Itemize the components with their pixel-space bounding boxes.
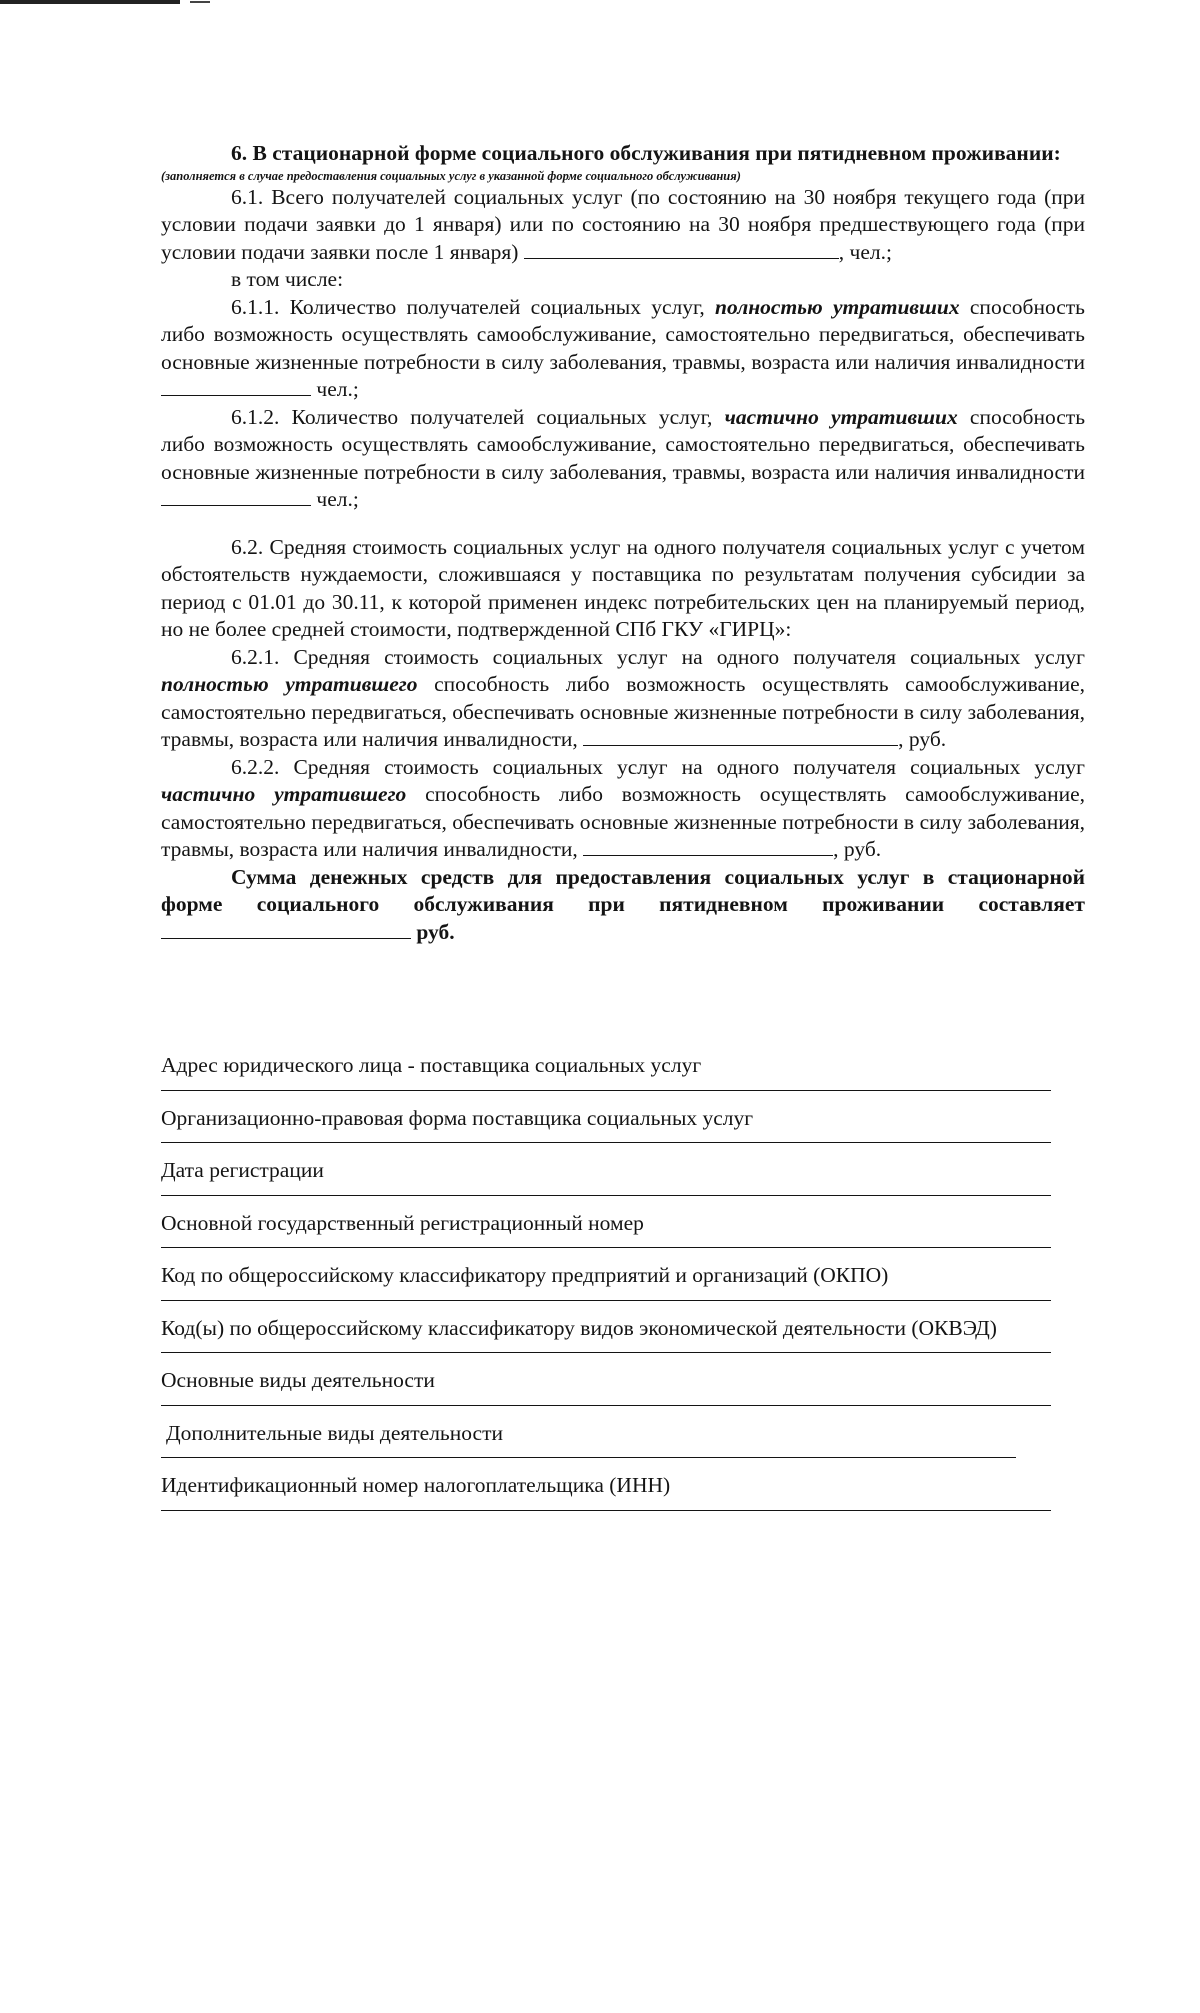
paragraph-6-1 <box>161 184 1085 267</box>
p621-unit: , руб. <box>898 727 947 751</box>
p612-text-a: 6.1.2. Количество получателей социальных услуг, <box>231 404 713 429</box>
field-line[interactable] <box>161 1352 1051 1353</box>
field-label: Идентификационный номер налогоплательщика (ИНН) <box>161 1473 671 1497</box>
scan-artifact <box>0 0 180 4</box>
field-line[interactable] <box>161 1405 1051 1406</box>
p611-emphasis: полностью утративших <box>715 294 960 319</box>
p611-text-b: способность либо возможность осуществлять самообслуживание, самостоятельно передвигаться, обеспечивать основные жизненные потребности в силу заболевания, травмы, возраста или наличия инвалидности <box>161 294 1085 374</box>
field-label: Организационно-правовая форма поставщика социальных услуг <box>161 1105 754 1130</box>
including-label: в том числе: <box>231 267 344 291</box>
paragraph-6-2-1 <box>161 644 1085 754</box>
p611-blank[interactable] <box>161 376 311 396</box>
p621-text-b: способность либо возможность осуществлять самообслуживание, самостоятельно передвигаться, обеспечивать основные жизненные потребности в силу заболевания, травмы, возраста или наличия инвалидности, <box>161 672 1085 751</box>
paragraph-6-1-2 <box>161 404 1085 514</box>
p612-emphasis: частично утративших <box>724 404 958 429</box>
p61-text: 6.1. Всего получателей социальных услуг (по состоянию на 30 ноября текущего года (при условии подачи заявки до 1 января) или по состоянию на 30 ноября предшествующего года (при условии подачи заявки после 1 января) <box>161 184 1085 264</box>
p622-text-a: 6.2.2. Средняя стоимость социальных услуг на одного получателя социальных услуг <box>231 754 1085 779</box>
field-legal-form <box>161 1105 1051 1144</box>
paragraph-6-2 <box>161 534 1085 644</box>
field-main-activities <box>161 1367 1051 1406</box>
field-line[interactable] <box>161 1510 1051 1511</box>
p612-blank[interactable] <box>161 486 311 506</box>
p611-text-a: 6.1.1. Количество получателей социальных услуг, <box>231 294 705 319</box>
field-inn <box>161 1472 1051 1511</box>
p62-rest: с учетом обстоятельств нуждаемости, сложившаяся у поставщика по результатам получения субсидии за период с 01.01 до 30.11, к которой применен индекс потребительских цен на планируемый период, но не более средней стоимости, подтвержденной СПб ГКУ «ГИРЦ»: <box>161 534 1086 641</box>
p621-text-a: 6.2.1. Средняя стоимость социальных услуг на одного получателя социальных услуг <box>231 644 1085 669</box>
sum-text: Сумма денежных средств для предоставления социальных услуг в стационарной форме социального обслуживания при пятидневном проживании составляет <box>161 864 1085 916</box>
sum-blank[interactable] <box>161 919 411 939</box>
p622-emphasis: частично утратившего <box>161 782 407 806</box>
field-line[interactable] <box>161 1247 1051 1248</box>
field-label: Основные виды деятельности <box>161 1368 435 1392</box>
field-label: Основной государственный регистрационный номер <box>161 1210 644 1235</box>
field-label: Код по общероссийскому классификатору предприятий и организаций (ОКПО) <box>161 1263 889 1287</box>
field-ogrn <box>161 1210 1051 1249</box>
provider-details <box>161 1052 1051 1525</box>
field-okpo <box>161 1262 1051 1301</box>
field-label: Адрес юридического лица - поставщика социальных услуг <box>161 1053 702 1077</box>
p621-emphasis: полностью утратившего <box>161 672 418 696</box>
section-note: (заполняется в случае предоставления социальных услуг в указанной форме социального обслуживания) <box>161 168 741 183</box>
field-registration-date <box>161 1157 1051 1196</box>
sum-unit: руб. <box>416 919 455 944</box>
field-additional-activities <box>161 1420 1051 1459</box>
field-label: Код(ы) по общероссийскому классификатору видов экономической деятельности (ОКВЭД) <box>161 1315 997 1340</box>
p622-blank[interactable] <box>583 836 833 856</box>
scan-artifact <box>190 1 210 3</box>
field-line[interactable] <box>161 1142 1051 1143</box>
field-line[interactable] <box>161 1300 1051 1301</box>
p621-blank[interactable] <box>583 726 898 746</box>
paragraph-6-1-1 <box>161 294 1085 404</box>
section-heading: 6. В стационарной форме социального обслуживания при пятидневном проживании: <box>231 141 1061 165</box>
p612-unit: чел.; <box>316 487 359 511</box>
sum-paragraph <box>161 864 1085 947</box>
p622-text-b: способность либо возможность осуществлять самообслуживание, самостоятельно передвигаться, обеспечивать основные жизненные потребности в силу заболевания, травмы, возраста или наличия инвалидности, <box>161 782 1086 861</box>
p611-unit: чел.; <box>316 377 359 401</box>
field-okved <box>161 1315 1051 1354</box>
p61-unit: , чел.; <box>838 239 892 264</box>
p62-first: 6.2. Средняя стоимость социальных услуг на одного получателя социальных услуг <box>231 534 999 559</box>
field-line[interactable] <box>161 1195 1051 1196</box>
field-label: Дата регистрации <box>161 1158 324 1182</box>
p612-text-b: способность либо возможность осуществлять самообслуживание, самостоятельно передвигаться, обеспечивать основные жизненные потребности в силу заболевания, травмы, возраста или наличия инвалидности <box>161 404 1086 484</box>
field-line[interactable] <box>161 1457 1016 1458</box>
field-address <box>161 1052 1051 1091</box>
section-6 <box>161 140 1085 946</box>
field-label: Дополнительные виды деятельности <box>166 1420 503 1445</box>
p61-blank[interactable] <box>524 239 839 259</box>
field-line[interactable] <box>161 1090 1051 1091</box>
p622-unit: , руб. <box>833 837 882 861</box>
paragraph-6-2-2 <box>161 754 1085 864</box>
